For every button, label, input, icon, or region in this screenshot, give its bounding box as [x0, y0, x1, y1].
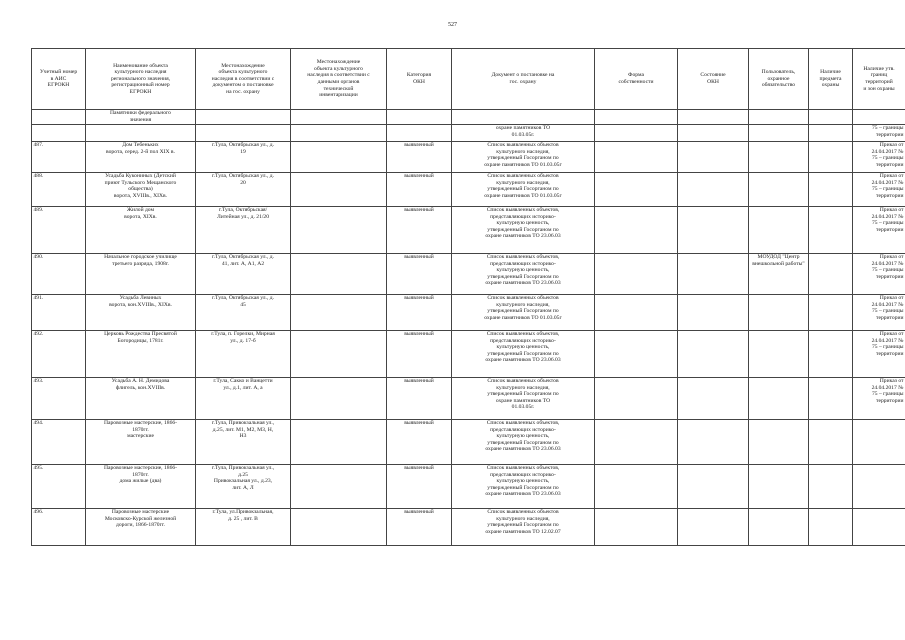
cell-ownership [595, 142, 678, 173]
cell-user [749, 207, 809, 254]
cell-state [678, 378, 749, 420]
cell-zones: Приказ от 24.04.2017 № 75 – границы территории [853, 173, 905, 207]
cell-category: выявленный [387, 207, 452, 254]
cell-category: выявленный [387, 142, 452, 173]
header-acc-num: Учетный номер в АИС ЕГРОКН [32, 49, 86, 110]
cell-name: Паровозные мастерские, 1866- 1870гг. мастерские [86, 420, 196, 465]
header-row [32, 49, 905, 110]
cell-document: Список выявленных объектов культурного наследия, утвержденный Госорганом по охране памятников ТО 12.02.07 [452, 509, 595, 546]
cell-document: Список выявленных объектов культурного наследия, утвержденный Госорганом по охране памятников ТО 01.03.05г. [452, 378, 595, 420]
cell-zones [853, 509, 905, 546]
cell-subject [809, 173, 853, 207]
cell-category: выявленный [387, 420, 452, 465]
cell-num: 488. [32, 173, 86, 207]
cell-user [749, 295, 809, 331]
cell-location: г.Тула, Октябрьская ул., д. 45 [196, 295, 291, 331]
cell-name: Паровозные мастерские Московско-Курской железной дороги, 1866-1870гг. [86, 509, 196, 546]
cell-user [749, 509, 809, 546]
cell-num: 493. [32, 378, 86, 420]
cell-location: г.Тула, Октябрьская ул., д. 19 [196, 142, 291, 173]
cell-num: 492. [32, 331, 86, 378]
subheader-row [32, 110, 905, 125]
cell-state [678, 142, 749, 173]
cell-location: г.Тула, ул.Привокзальная, д. 25 , лит. В [196, 509, 291, 546]
table-row [32, 142, 905, 173]
header-state: Состояние ОКН [678, 49, 749, 110]
cell-name: Дом Тебеньких ворота, серед. 2-й пол XIX в. [86, 142, 196, 173]
cell-category: выявленный [387, 509, 452, 546]
cell-location: г.Тула, Октябрьская/ Литейная ул., д. 21/20 [196, 207, 291, 254]
cell-location-tech [291, 173, 387, 207]
cell-ownership [595, 207, 678, 254]
cell-location-tech [291, 331, 387, 378]
cell-zones: Приказ от 24.04.2017 № 75 – границы территории [853, 331, 905, 378]
table-row [32, 509, 905, 546]
cell-location-tech [291, 378, 387, 420]
cell-zones: Приказ от 24.04.2017 № 75 – границы территории [853, 295, 905, 331]
table-row [32, 254, 905, 295]
cell-zones: Приказ от 24.04.2017 № 75 – границы территории [853, 207, 905, 254]
table-row [32, 295, 905, 331]
continuation-row [32, 125, 905, 142]
cell-location: г.Тула, Октябрьская ул., д. 41, лит. А, А1, А2 [196, 254, 291, 295]
continuation-zones: 75 – границы территории [853, 125, 905, 142]
cell-document: Список выявленных объектов, представляющих историко- культурную ценность, утвержденный Госорганом по охране памятников ТО 23.06.03 [452, 331, 595, 378]
cell-name: Церковь Рождества Пресвятой Богородицы, 1781г. [86, 331, 196, 378]
cell-zones: Приказ от 24.04.2017 № 75 – границы территории [853, 142, 905, 173]
continuation-document: охране памятников ТО 01.03.05г. [452, 125, 595, 142]
cell-name: Паровозные мастерские, 1866- 1870гг. дома жилые (два) [86, 465, 196, 509]
cell-location-tech [291, 207, 387, 254]
cell-user [749, 142, 809, 173]
cell-user [749, 420, 809, 465]
table-row [32, 207, 905, 254]
header-user: Пользователь, охранное обязательство [749, 49, 809, 110]
cell-num: 487. [32, 142, 86, 173]
cell-subject [809, 420, 853, 465]
cell-document: Список выявленных объектов, представляющих историко- культурную ценность, утвержденный Госорганом по охране памятников ТО 23.06.03 [452, 207, 595, 254]
cell-document: Список выявленных объектов, представляющих историко- культурную ценность, утвержденный Госорганом по охране памятников ТО 23.06.03 [452, 420, 595, 465]
cell-location-tech [291, 420, 387, 465]
cell-num: 489. [32, 207, 86, 254]
page-number: 527 [448, 22, 457, 28]
cell-subject [809, 207, 853, 254]
cell-document: Список выявленных объектов культурного наследия, утвержденный Госорганом по охране памятников ТО 01.03.05г [452, 173, 595, 207]
cell-user: МОУДОД "Центр внешкольной работы" [749, 254, 809, 295]
cell-document: Список выявленных объектов, представляющих историко- культурную ценность, утвержденный Госорганом по охране памятников ТО 23.06.03 [452, 254, 595, 295]
cell-name: Усадьба А. Н. Демидова флигель, кон.XVIIIв. [86, 378, 196, 420]
cell-ownership [595, 378, 678, 420]
cell-user [749, 465, 809, 509]
table-row [32, 173, 905, 207]
cell-user [749, 378, 809, 420]
cell-ownership [595, 331, 678, 378]
cell-state [678, 254, 749, 295]
cell-location-tech [291, 254, 387, 295]
table-row [32, 420, 905, 465]
cell-category: выявленный [387, 465, 452, 509]
cell-document: Список выявленных объектов культурного наследия, утвержденный Госорганом по охране памятников ТО 01.03.05г [452, 295, 595, 331]
cell-ownership [595, 254, 678, 295]
cell-state [678, 295, 749, 331]
heritage-registry-table [31, 48, 905, 546]
header-subject: Наличие предмета охраны [809, 49, 853, 110]
cell-name: Начальное городское училище третьего разряда, 1908г. [86, 254, 196, 295]
header-location: Местонахождение объекта культурного наследия в соответствии с документом о постановке на гос. охрану [196, 49, 291, 110]
cell-num: 491. [32, 295, 86, 331]
cell-location: г.Тула, Привокзальная ул., д.25 Привокзальная ул., д.23, лит. А, Л [196, 465, 291, 509]
header-location-tech: Местонахождение объекта культурного наследия в соответствии с данными органов технической инвентаризации [291, 49, 387, 110]
cell-ownership [595, 465, 678, 509]
header-ownership: Форма собственности [595, 49, 678, 110]
cell-ownership [595, 173, 678, 207]
cell-location-tech [291, 142, 387, 173]
cell-category: выявленный [387, 378, 452, 420]
table-row [32, 331, 905, 378]
cell-state [678, 173, 749, 207]
cell-location-tech [291, 465, 387, 509]
header-name: Наименование объекта культурного наследия регионального значения, регистрационный номер ЕГРОКН [86, 49, 196, 110]
cell-location: г.Тула, п. Горелки, Мирная ул., д. 17-б [196, 331, 291, 378]
header-category: Категория ОКН [387, 49, 452, 110]
cell-num: 494. [32, 420, 86, 465]
cell-zones [853, 420, 905, 465]
cell-state [678, 420, 749, 465]
cell-subject [809, 378, 853, 420]
cell-subject [809, 465, 853, 509]
cell-name: Жилой дом ворота, XIXв. [86, 207, 196, 254]
cell-num: 490. [32, 254, 86, 295]
cell-category: выявленный [387, 254, 452, 295]
cell-ownership [595, 420, 678, 465]
table-row [32, 465, 905, 509]
cell-document: Список выявленных объектов, представляющих историко- культурную ценность, утвержденный Госорганом по охране памятников ТО 23.06.03 [452, 465, 595, 509]
cell-location-tech [291, 295, 387, 331]
cell-state [678, 207, 749, 254]
cell-name: Усадьба Кукониных (Детский приют Тульского Мещанского общества) ворота, XVIIIв., XIXв. [86, 173, 196, 207]
cell-zones [853, 465, 905, 509]
table-row [32, 378, 905, 420]
cell-category: выявленный [387, 295, 452, 331]
cell-subject [809, 295, 853, 331]
cell-user [749, 173, 809, 207]
cell-location: г.Тула, Октябрьская ул., д. 20 [196, 173, 291, 207]
cell-subject [809, 509, 853, 546]
cell-num: 496. [32, 509, 86, 546]
header-document: Документ о постановке на гос. охрану [452, 49, 595, 110]
cell-location-tech [291, 509, 387, 546]
cell-category: выявленный [387, 331, 452, 378]
cell-subject [809, 331, 853, 378]
cell-document: Список выявленных объектов культурного наследия, утвержденный Госорганом по охране памятников ТО 01.03.05г [452, 142, 595, 173]
header-zones: Наличие утв. границ территорий и зон охраны [853, 49, 905, 110]
cell-ownership [595, 295, 678, 331]
cell-location: г.Тула, Сакко и Ванцетти ул., д.1, лит. А, а [196, 378, 291, 420]
cell-ownership [595, 509, 678, 546]
cell-state [678, 465, 749, 509]
cell-subject [809, 142, 853, 173]
cell-name: Усадьба Левиных ворота, кон.XVIIIв., XIXв. [86, 295, 196, 331]
cell-user [749, 331, 809, 378]
subheader-label: Памятники федерального значения [86, 110, 196, 125]
cell-num: 495. [32, 465, 86, 509]
cell-subject [809, 254, 853, 295]
cell-zones: Приказ от 24.04.2017 № 75 – границы территории [853, 378, 905, 420]
cell-zones: Приказ от 24.04.2017 № 75 – границы территории [853, 254, 905, 295]
cell-category: выявленный [387, 173, 452, 207]
cell-location: г.Тула, Привокзальная ул., д.25, лит. М1, М2, М3, Н, Н3 [196, 420, 291, 465]
cell-state [678, 509, 749, 546]
cell-state [678, 331, 749, 378]
